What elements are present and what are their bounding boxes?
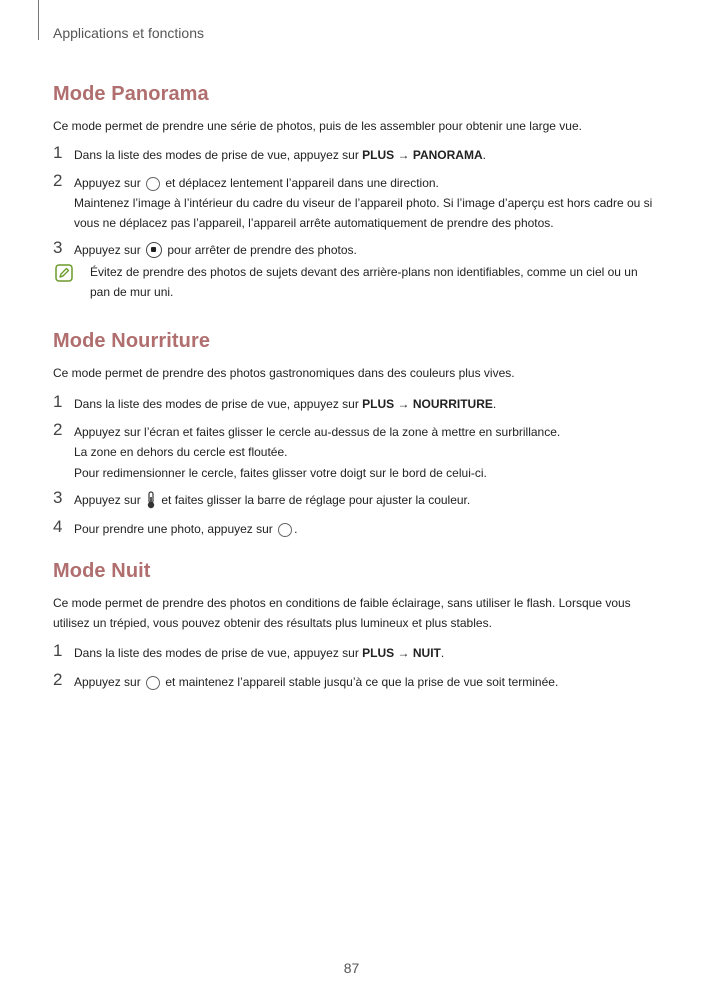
running-header: Applications et fonctions <box>53 25 204 41</box>
step-text: Dans la liste des modes de prise de vue, appuyez sur <box>74 397 363 411</box>
step-text-end: . <box>440 646 445 660</box>
step-text: Appuyez sur <box>74 493 145 507</box>
margin-rule <box>38 0 39 40</box>
step-number: 3 <box>53 488 63 507</box>
step-text-end: et faites glisser la barre de réglage pour ajuster la couleur. <box>158 493 471 507</box>
color-temperature-icon <box>146 491 156 515</box>
menu-nuit: NUIT <box>412 646 441 660</box>
step-text-end: et déplacez lentement l’appareil dans une direction. <box>162 176 439 190</box>
section-nourriture <box>53 330 653 539</box>
menu-plus: PLUS <box>362 148 395 162</box>
step-3 <box>53 240 653 260</box>
step-text-end: . <box>294 522 298 536</box>
menu-panorama: PANORAMA <box>412 148 483 162</box>
menu-nourriture: NOURRITURE <box>412 397 493 411</box>
step-number: 1 <box>53 143 63 162</box>
page-number: 87 <box>343 960 360 976</box>
step-2 <box>53 173 653 233</box>
step-text-end: . <box>482 148 486 162</box>
step-1 <box>53 643 653 663</box>
shutter-button-icon <box>278 523 292 537</box>
note-box <box>53 262 653 302</box>
section-intro: Ce mode permet de prendre des photos gastronomiques dans des couleurs plus vives. <box>53 366 515 380</box>
step-detail: Maintenez l’image à l’intérieur du cadre du viseur de l’appareil photo. Si l’image d’aperçu est hors cadre ou si vous ne déplacez pas l’appareil, l’appareil arrête automatiquement de prendre des photos. <box>74 196 653 230</box>
step-text-end: . <box>492 397 497 411</box>
arrow: → <box>394 646 413 660</box>
step-2 <box>53 422 653 483</box>
note-pencil-icon <box>55 264 73 288</box>
step-number: 2 <box>53 420 63 439</box>
step-3 <box>53 490 653 515</box>
arrow: → <box>394 148 413 162</box>
section-title: Mode Panorama <box>53 83 209 105</box>
arrow: → <box>394 397 413 411</box>
menu-plus: PLUS <box>362 397 395 411</box>
shutter-button-icon <box>146 177 160 191</box>
stop-recording-icon <box>146 242 162 258</box>
step-1 <box>53 394 653 414</box>
step-number: 2 <box>53 670 63 689</box>
step-text: Appuyez sur <box>74 176 145 190</box>
section-title: Mode Nourriture <box>53 330 211 352</box>
step-number: 4 <box>53 517 63 536</box>
section-nuit <box>53 560 653 692</box>
shutter-button-icon <box>146 676 160 690</box>
note-text: Évitez de prendre des photos de sujets devant des arrière-plans non identifiables, comme un ciel ou un pan de mur uni. <box>90 265 638 299</box>
step-text-end: et maintenez l’appareil stable jusqu’à ce que la prise de vue soit terminée. <box>162 675 559 689</box>
step-4 <box>53 519 653 539</box>
step-2 <box>53 672 653 692</box>
step-text: Appuyez sur l’écran et faites glisser le cercle au-dessus de la zone à mettre en surbrillance. <box>74 425 561 439</box>
step-number: 1 <box>53 641 63 660</box>
step-number: 2 <box>53 171 63 190</box>
step-text: Appuyez sur <box>74 675 145 689</box>
step-text: Appuyez sur <box>74 243 145 257</box>
section-title: Mode Nuit <box>53 560 151 582</box>
menu-plus: PLUS <box>362 646 395 660</box>
section-panorama <box>53 83 653 302</box>
step-text: Dans la liste des modes de prise de vue, appuyez sur <box>74 646 363 660</box>
step-detail: La zone en dehors du cercle est floutée. <box>74 445 288 459</box>
section-intro: Ce mode permet de prendre une série de photos, puis de les assembler pour obtenir une large vue. <box>53 119 582 133</box>
step-number: 1 <box>53 392 63 411</box>
section-intro: Ce mode permet de prendre des photos en conditions de faible éclairage, sans utiliser le flash. Lorsque vous utilisez un trépied, vous pouvez obtenir des résultats plus lumineux et plus stables. <box>53 596 631 630</box>
step-text: Pour prendre une photo, appuyez sur <box>74 522 277 536</box>
step-number: 3 <box>53 238 63 257</box>
step-1 <box>53 145 653 165</box>
step-detail: Pour redimensionner le cercle, faites glisser votre doigt sur le bord de celui-ci. <box>74 466 487 480</box>
step-text-end: pour arrêter de prendre des photos. <box>164 243 357 257</box>
step-text: Dans la liste des modes de prise de vue, appuyez sur <box>74 148 363 162</box>
